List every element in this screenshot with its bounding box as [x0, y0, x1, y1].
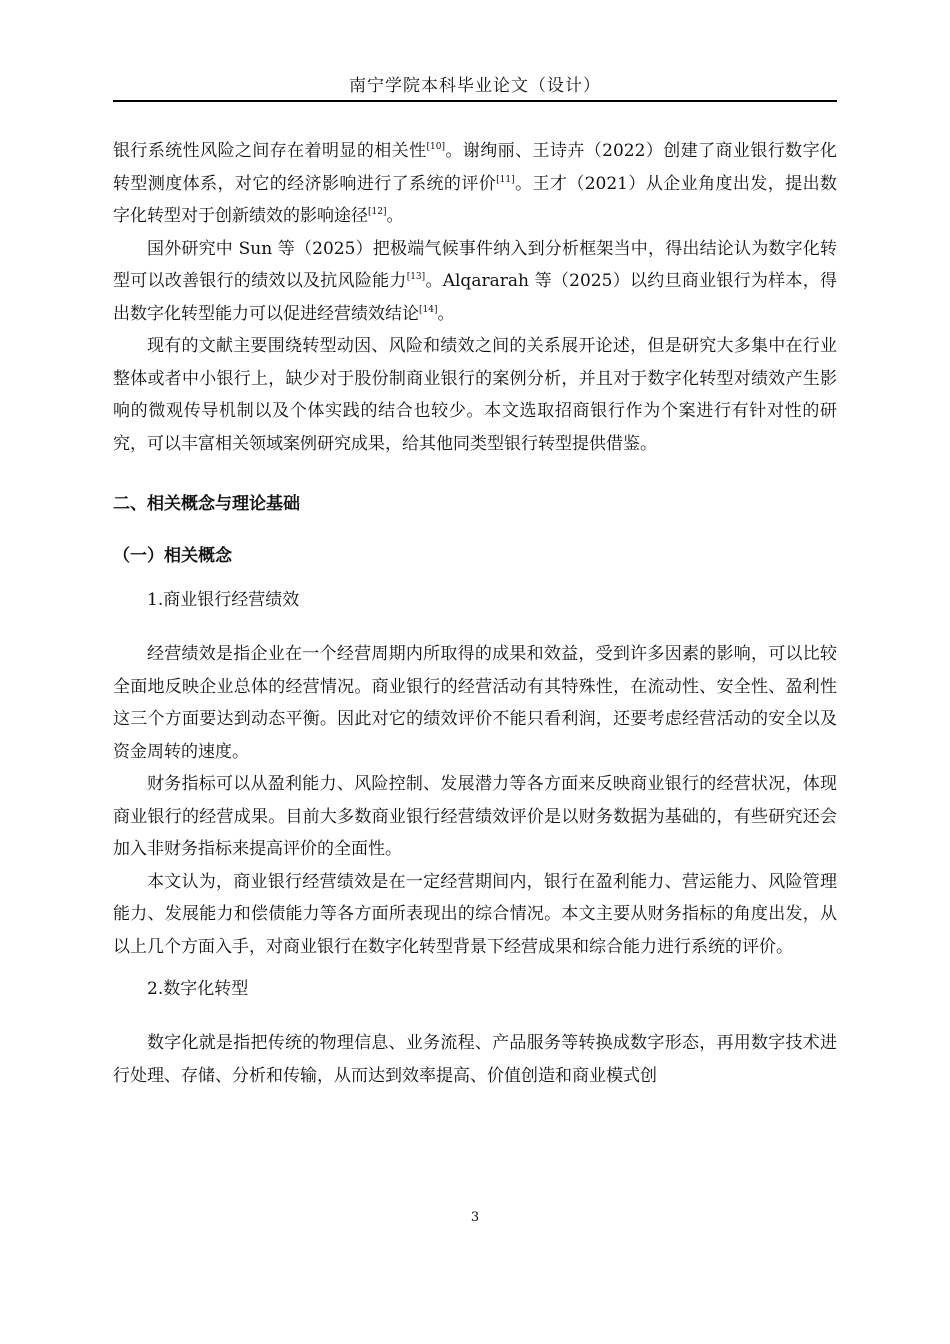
page-number: 3: [470, 1210, 480, 1225]
citation-13: [13]: [406, 272, 426, 282]
paragraph-performance-definition: 经营绩效是指企业在一个经营周期内所取得的成果和效益，受到许多因素的影响，可以比较全面地反映企业总体的经营情况。商业银行的经营活动有其特殊性，在流动性、安全性、盈利性这三个方面要达到动态平衡。因此对它的绩效评价不能只看利润，还要考虑经营活动的安全以及资金周转的速度。: [113, 644, 837, 762]
header-rule: [113, 100, 837, 102]
paragraph-foreign-research: 国外研究中 Sun 等（2025）把极端气候事件纳入到分析框架当中，得出结论认为数字化转型可以改善银行的绩效以及抗风险能力[13]。Alqararah 等（2025）以约旦商业银行为样本，得出数字化转型能力可以促进经营绩效结论[14]。: [113, 238, 838, 324]
citation-10: [10]: [426, 142, 445, 152]
citation-14: [14]: [419, 304, 438, 315]
paragraph-financial-indicators: 财务指标可以从盈利能力、风险控制、发展潜力等各方面来反映商业银行的经营状况，体现商业银行的经营成果。目前大多数商业银行经营绩效评价是以财务数据为基础的，有些研究还会加入非财务指标来提高评价的全面性。: [113, 774, 837, 859]
section-heading: 二、相关概念与理论基础: [113, 494, 300, 514]
paragraph-digitalization-definition: 数字化就是指把传统的物理信息、业务流程、产品服务等转换成数字形态，再用数字技术进行处理、存储、分析和传输，从而达到效率提高、价值创造和商业模式创: [113, 1033, 837, 1086]
citation-12: [12]: [368, 207, 387, 217]
paragraph-author-view: 本文认为，商业银行经营绩效是在一定经营期间内，银行在盈利能力、营运能力、风险管理能力、发展能力和偿债能力等各方面所表现出的综合情况。本文主要从财务指标的角度出发，从以上几个方面入手，对商业银行在数字化转型背景下经营成果和综合能力进行系统的评价。: [113, 871, 837, 957]
paragraph-literature-cont: 银行系统性风险之间存在着明显的相关性[10]。谢绚丽、王诗卉（2022）创建了商业银行数字化转型测度体系，对它的经济影响进行了系统的评价[11]。王才（2021）从企业角度出发，提出数字化转型对于创新绩效的影响途径[12]。: [113, 141, 838, 226]
item-heading-2: 2.数字化转型: [147, 979, 249, 999]
subsection-heading: （一）相关概念: [113, 546, 232, 566]
item-heading-1: 1.商业银行经营绩效: [147, 590, 300, 610]
paragraph-literature-review: 现有的文献主要围绕转型动因、风险和绩效之间的关系展开论述，但是研究大多集中在行业整体或者中小银行上，缺少对于股份制商业银行的案例分析，并且对于数字化转型对绩效产生影响的微观传导机制以及个体实践的结合也较少。本文选取招商银行作为个案进行有针对性的研究，可以丰富相关领域案例研究成果，给其他同类型银行转型提供借鉴。: [113, 336, 837, 454]
page-header: 南宁学院本科毕业论文（设计）: [349, 76, 601, 96]
page-body: [113, 135, 837, 1092]
citation-11: [11]: [496, 174, 515, 185]
